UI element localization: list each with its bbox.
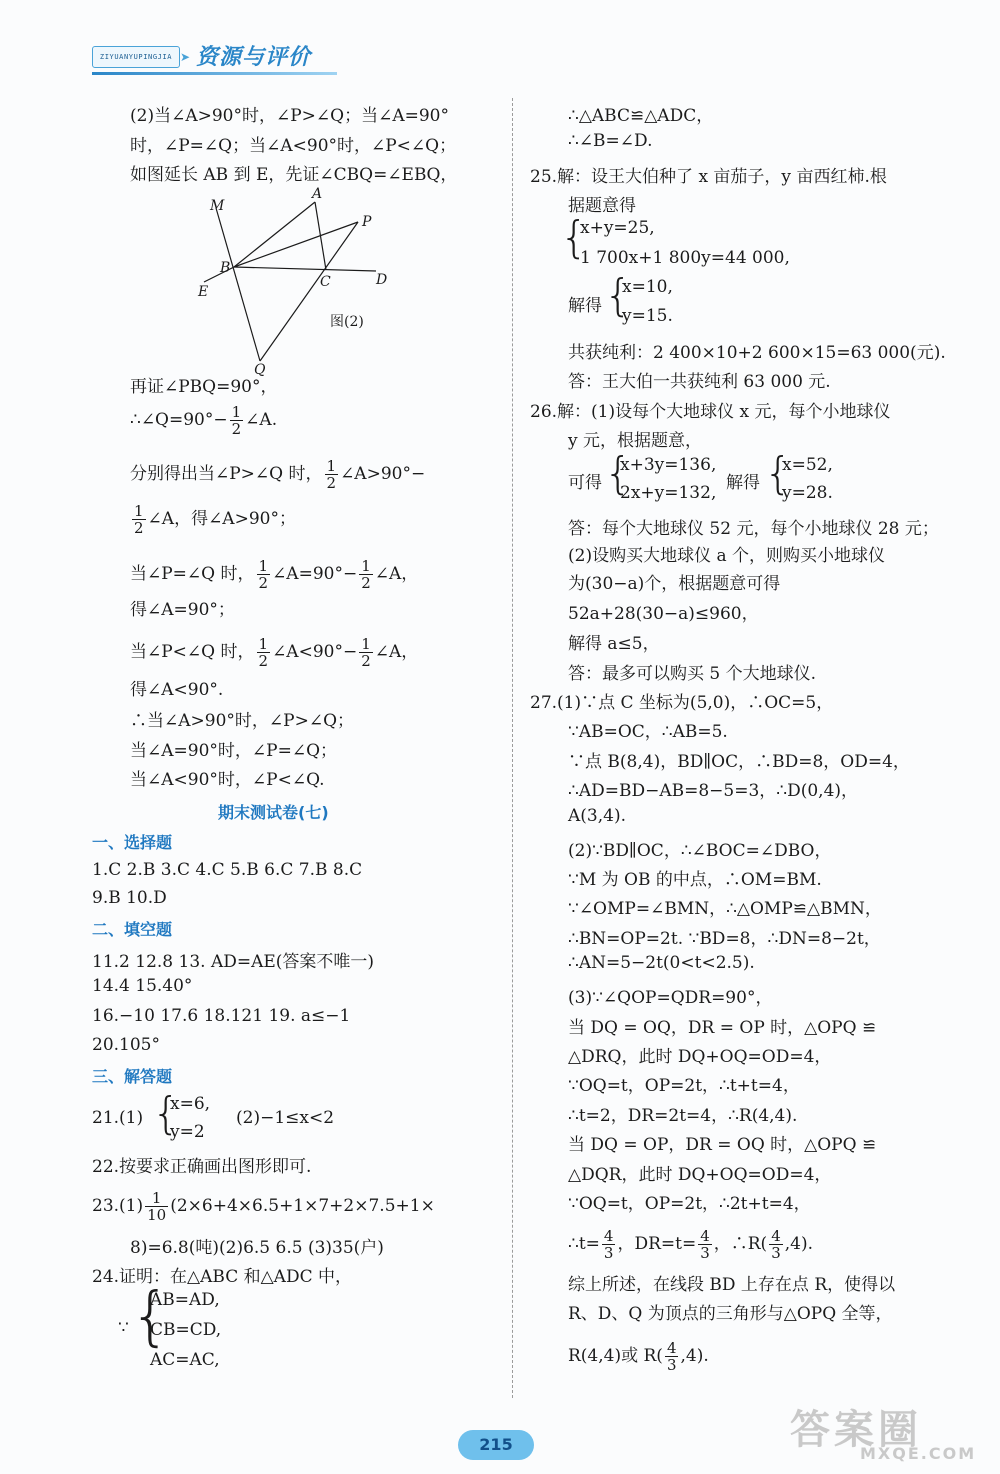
text-line: ∵∠OMP=∠BMN，∴△OMP≌△BMN， [568,899,882,919]
text-line: ∴当∠A>90°时，∠P>∠Q； [130,711,355,731]
text-line: 可得 [568,473,602,493]
text-line: (2)设购买大地球仪 a 个，则购买小地球仪 [568,546,886,566]
system-line: 2x+y=132, [620,483,717,503]
text-line: 当∠A<90°时，∠P<∠Q. [130,770,325,790]
header-title: 资源与评价 [196,45,312,70]
text-line: ∵OQ=t，OP=2t，∴t+t=4， [568,1076,800,1096]
text-span: ，∴R( [713,1234,768,1254]
watermark-main: 答案圈 [790,1407,922,1453]
text-line: ∴AD=BD−AB=8−5=3，∴D(0,4)， [568,781,859,801]
answer-line: 24.证明：在△ABC 和△ADC 中， [92,1267,352,1287]
text-line: △DQR，此时 DQ+OQ=OD=4， [568,1165,832,1185]
text-line: 当 DQ = OP，DR = OQ 时，△OPQ ≌ [568,1135,877,1155]
text-line [130,503,296,536]
text-span: ∴t= [568,1234,600,1254]
text-line: 为(30−a)个，根据题意可得 [568,574,781,594]
page-number: 215 [458,1430,534,1460]
line-ba [234,202,315,267]
text-line: ∴∠B=∠D. [568,131,653,151]
system-line: x+3y=136, [620,455,717,475]
text-line: 答：每个大地球仪 52 元，每个小地球仪 28 元； [568,519,939,539]
text-line [568,1340,709,1373]
fraction: $\frac{1}{2}$ [361,635,371,670]
left-brace: { [130,1280,171,1354]
figure-caption: 图(2) [330,314,364,330]
system-line: AC=AC, [150,1350,220,1370]
text-line: 当∠A=90°时，∠P=∠Q； [130,741,338,761]
text-span: 分别得出当∠P>∠Q 时， [130,464,323,484]
text-span: 23.(1) [92,1196,144,1216]
text-line: 答：最多可以购买 5 个大地球仪. [568,664,817,684]
label-m: M [210,198,225,214]
text-span: ∠A， [374,642,419,662]
system-line: y=28. [782,483,833,503]
system-line: x+y=25, [580,218,655,238]
text-span: ∠A<90°− [272,642,358,662]
text-line: ∵AB=OC，∴AB=5. [568,722,728,742]
fraction: $\frac{4}{3}$ [700,1227,710,1262]
fraction: $\frac{4}{3}$ [666,1339,677,1374]
header-underline [92,72,337,75]
left-brace: { [560,212,588,263]
text-line: ∵M 为 OB 的中点，∴OM=BM. [568,870,822,890]
header-pinyin: ZIYUANYUPINGJIA [92,46,180,68]
fraction: $\frac{4}{3}$ [771,1227,781,1262]
page-header [92,40,337,76]
answer-line [92,1190,435,1223]
system-line: AB=AD, [150,1290,220,1310]
text-line [130,558,418,591]
answer-line: 20.105° [92,1035,160,1055]
arrow-right-icon: ➤ [180,50,191,64]
text-span: (2×6+4×6.5+1×7+2×7.5+1× [170,1196,435,1216]
answer-line: 9.B 10.D [92,888,167,908]
system-line: CB=CD, [150,1320,222,1340]
text-span: ,4). [784,1234,813,1254]
system-line: x=6, [170,1094,211,1114]
text-line: 27.(1)∵点 C 坐标为(5,0)，∴OC=5， [530,693,834,713]
text-line: y 元，根据题意， [568,431,703,451]
fraction: $\frac{4}{3}$ [603,1227,614,1262]
test-title: 期末测试卷(七) [218,803,329,822]
text-span: ∠A>90°− [340,464,426,484]
text-line: 再证∠PBQ=90°， [130,377,278,397]
text-line [568,1228,813,1261]
column-divider [512,98,513,1398]
text-line [130,458,425,491]
answer-line: 11.2 12.8 13. AD=AE(答案不唯一) [92,952,375,972]
label-d: D [376,272,388,288]
text-line: 当 DQ = OQ，DR = OP 时，△OPQ ≌ [568,1018,877,1038]
text-line: 得∠A<90°. [130,680,224,700]
left-brace: { [764,448,792,499]
text-line: 如图延长 AB 到 E，先证∠CBQ=∠EBQ， [130,165,458,185]
because-symbol: ∵ [118,1318,129,1338]
text-line: A(3,4). [568,806,626,826]
text-line: 时，∠P=∠Q；当∠A<90°时，∠P<∠Q； [130,136,457,156]
text-line: (2)∵BD∥OC，∴∠BOC=∠DBO， [568,841,832,861]
fraction: $\frac{1}{10}$ [147,1189,167,1224]
left-brace: { [152,1088,180,1139]
text-line: 答：王大伯一共获纯利 63 000 元. [568,372,831,392]
label-p: P [362,214,372,230]
text-line: 据题意得 [568,196,636,216]
left-brace: { [604,270,632,321]
section-heading: 一、选择题 [92,833,173,852]
fraction: $\frac{1}{2}$ [258,635,269,670]
label-e: E [198,284,209,300]
system-line: x=52, [782,455,833,475]
text-line: 25.解：设王大伯种了 x 亩茄子，y 亩西红柿.根 [530,167,887,187]
text-line [130,404,277,437]
text-line: 解得 [568,296,602,316]
text-line: ∴t=2，DR=2t=4，∴R(4,4). [568,1106,798,1126]
text-line: ∴AN=5−2t(0<t<2.5). [568,953,755,973]
text-line: ∵OQ=t，OP=2t，∴2t+t=4， [568,1194,811,1214]
fraction: $\frac{1}{2}$ [231,403,242,438]
text-span: R(4,4)或 R( [568,1346,663,1366]
text-line: (2)当∠A>90°时，∠P>∠Q；当∠A=90° [130,106,449,126]
label-c: C [320,274,331,290]
section-heading: 三、解答题 [92,1067,173,1086]
text-line: R、D、Q 为顶点的三角形与△OPQ 全等， [568,1304,893,1324]
answer-line: (2)−1≤x<2 [236,1108,335,1128]
fraction: $\frac{1}{2}$ [326,457,337,492]
text-line: 解得 a≤5， [568,634,660,654]
line-bp [234,222,358,267]
section-heading: 二、填空题 [92,920,173,939]
text-span: ,4). [680,1346,709,1366]
text-line: ∵点 B(8,4)，BD∥OC，∴BD=8，OD=4， [568,752,910,772]
fraction: $\frac{1}{2}$ [134,502,144,537]
answer-line: 1.C 2.B 3.C 4.C 5.B 6.C 7.B 8.C [92,860,363,880]
text-line: 26.解：(1)设每个大地球仪 x 元，每个小地球仪 [530,402,891,422]
fraction: $\frac{1}{2}$ [258,557,269,592]
watermark-sub: MXQE.COM [860,1444,977,1463]
label-a: A [312,186,323,202]
answer-line: 14.4 15.40° [92,976,193,996]
text-span: ∠A，得∠A>90°； [147,509,296,529]
text-span: ∠A， [374,564,419,584]
text-span: ∴∠Q=90°− [130,410,228,430]
text-span: ∠A=90°− [272,564,358,584]
text-line: ∴BN=OP=2t. ∵BD=8，∴DN=8−2t， [568,929,881,949]
system-line: x=10, [622,277,673,297]
text-line: 综上所述，在线段 BD 上存在点 R，使得以 [568,1275,896,1295]
system-line: y=15. [622,306,673,326]
line-mq [216,208,260,361]
answer-line: 16.−10 17.6 18.121 19. a≤−1 [92,1006,351,1026]
text-line: (3)∵∠QOP=QDR=90°， [568,988,773,1008]
text-span: 当∠P=∠Q 时， [130,564,255,584]
watermark [790,1398,977,1463]
label-b: B [220,260,231,276]
label-q: Q [254,362,266,376]
answer-line: 21.(1) [92,1108,144,1128]
text-line: △DRQ，此时 DQ+OQ=OD=4， [568,1047,832,1067]
line-pq [260,222,358,361]
text-line: 解得 [726,473,760,493]
fraction: $\frac{1}{2}$ [361,557,371,592]
text-span: 当∠P<∠Q 时， [130,642,255,662]
text-line: 共获纯利：2 400×10+2 600×15=63 000(元). [568,343,946,363]
text-line: 52a+28(30−a)≤960， [568,604,759,624]
system-line: 1 700x+1 800y=44 000, [580,248,790,268]
answer-line: 22.按要求正确画出图形即可. [92,1157,312,1177]
geometry-figure [190,186,400,376]
text-span: ∠A. [245,410,278,430]
text-line: ∴△ABC≌△ADC， [568,106,714,126]
text-line [130,636,418,669]
left-brace: { [604,448,632,499]
line-bd [234,267,376,271]
text-line: 得∠A=90°； [130,600,235,620]
answer-line: 8)=6.8(吨)(2)6.5 6.5 (3)35(户) [130,1238,384,1258]
system-line: y=2 [170,1122,205,1142]
text-span: ，DR=t= [617,1234,697,1254]
